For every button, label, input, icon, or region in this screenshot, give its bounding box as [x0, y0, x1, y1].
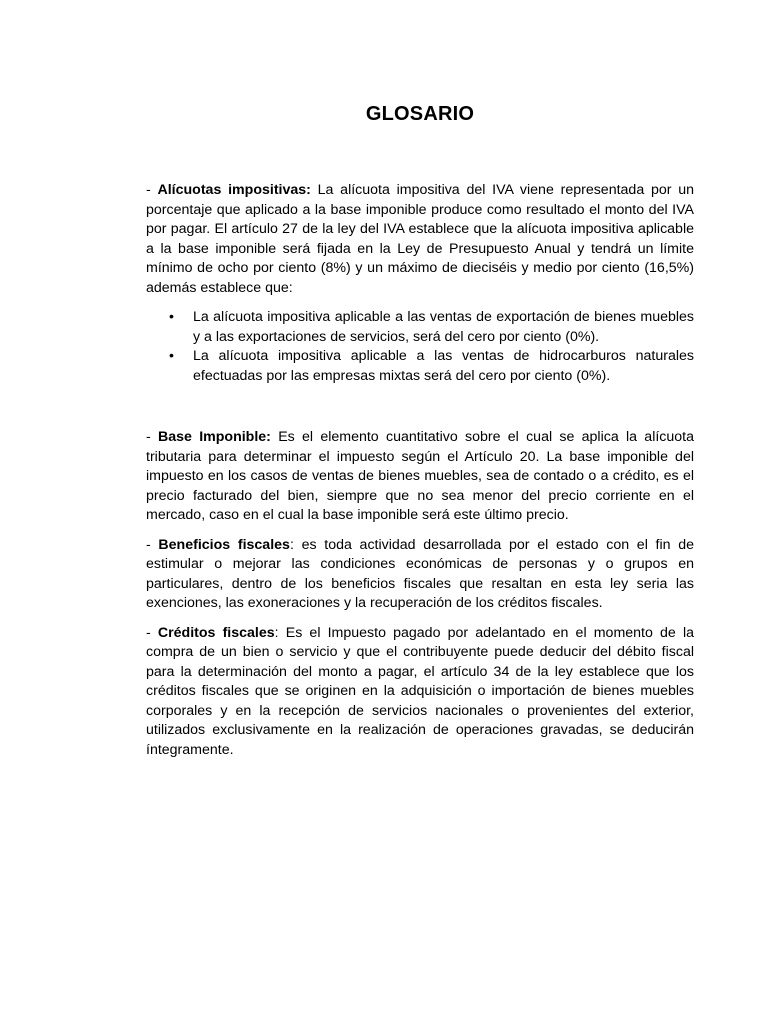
glossary-body — [146, 181, 694, 760]
glossary-entry-creditos-fiscales — [146, 624, 694, 761]
entry-text: Es el elemento cuantitativo sobre el cual se aplica la alícuota tributaria para determinar el impuesto según el Artículo 20. La base imponible del impuesto en los casos de ventas de bienes muebles, sea de contado o a crédito, es el precio facturado del bien, siempre que no sea menor del precio corriente en el mercado, caso en el cual la base imponible será este último precio. — [146, 429, 694, 523]
glossary-entry-alicuotas — [146, 181, 694, 298]
glossary-entry-base-imponible — [146, 428, 694, 526]
entry-prefix: - — [146, 536, 159, 553]
entry-term: Créditos fiscales — [157, 624, 275, 641]
entry-term: Base Imponible: — [158, 429, 271, 445]
entry-text: : Es el Impuesto pagado por adelantado en el momento de la compra de un bien o servicio y que el contribuyente puede deducir del débito fiscal para la determinación del monto a pagar, el artículo 34 de la ley establece que los créditos fiscales que se originen en la adquisición o importación de bienes muebles corporales y en la recepción de servicios nacionales o provenientes del exterior, utilizados exclusivamente en la realización de operaciones gravadas, se deducirán íntegramente. — [146, 624, 694, 758]
glossary-entry-beneficios-fiscales — [146, 536, 694, 614]
entry-prefix: - — [146, 182, 158, 198]
entry-prefix: - — [146, 624, 158, 641]
entry-prefix: - — [146, 429, 158, 445]
entry-text: : es toda actividad desarrollada por el estado con el fin de estimular o mejorar las condiciones económicas de personas y o grupos en particulares, dentro de los beneficios fiscales que resaltan en esta ley seria las exenciones, las exoneraciones y la recuperación de los créditos fiscales. — [146, 536, 695, 611]
entry-term: Alícuotas impositivas: — [157, 182, 311, 198]
entry-term: Beneficios fiscales — [158, 536, 290, 553]
entry-text: La alícuota impositiva del IVA viene representada por un porcentaje que aplicado a la base imponible produce como resultado el monto del IVA por pagar. El artículo 27 de la ley del IVA establece que la alícuota impositiva aplicable a la base imponible será fijada en la Ley de Presupuesto Anual y tendrá un límite mínimo de ocho por ciento (8%) y un máximo de dieciséis y medio por ciento (16,5%) además establece que: — [146, 182, 694, 296]
page-title: GLOSARIO — [365, 103, 475, 125]
bullet-list — [146, 308, 694, 386]
bullet-item: • La alícuota impositiva aplicable a las ventas de hidrocarburos naturales efectuadas por las empresas mixtas será del cero por ciento (0%). — [193, 347, 694, 386]
bullet-item: • La alícuota impositiva aplicable a las ventas de exportación de bienes muebles y a las exportaciones de servicios, será del cero por ciento (0%). — [193, 308, 694, 347]
